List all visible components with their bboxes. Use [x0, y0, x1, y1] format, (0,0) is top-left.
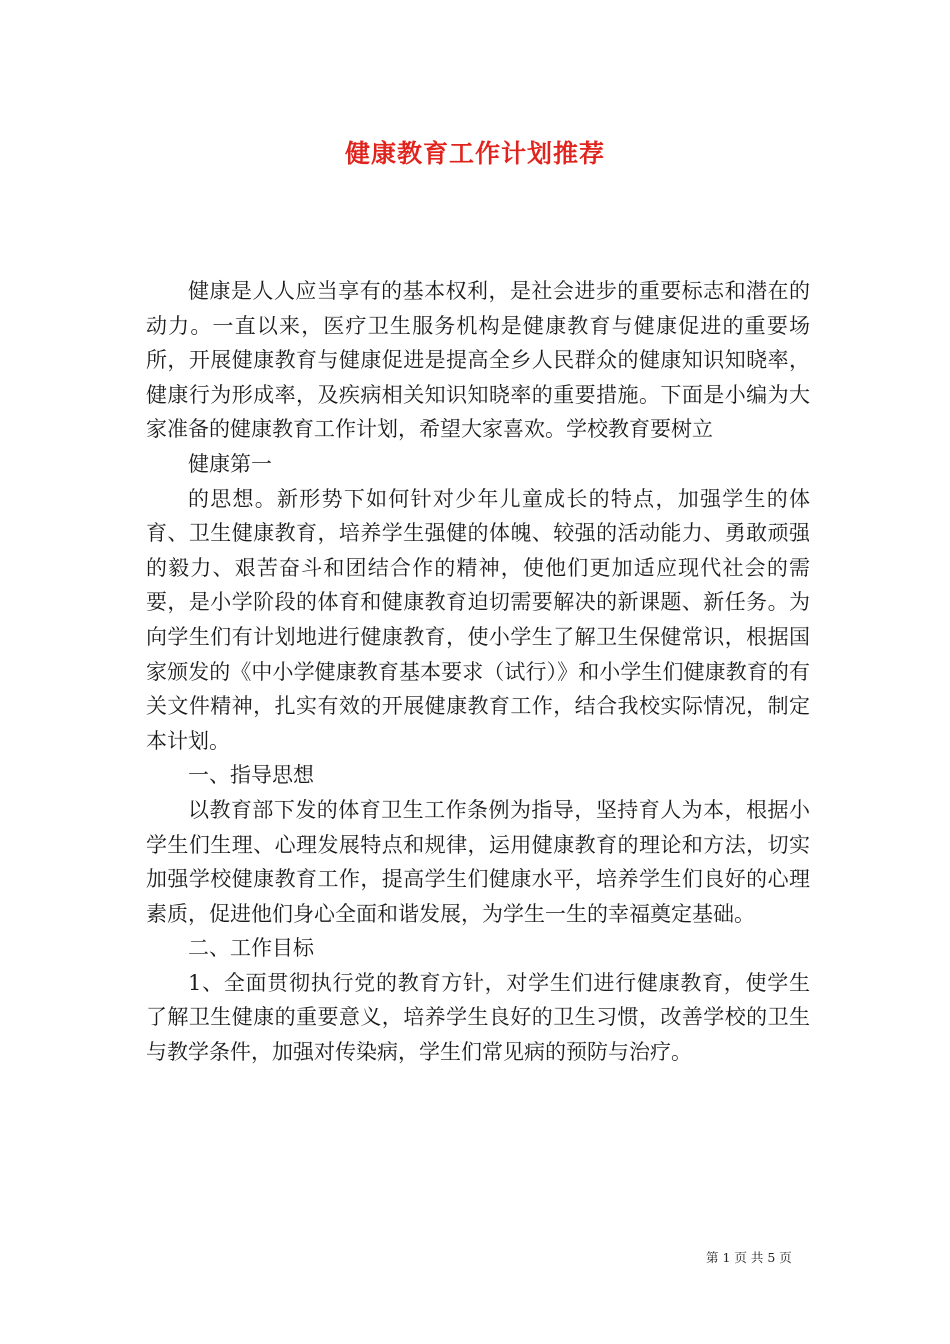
page-number-footer: 第 1 页 共 5 页: [706, 1250, 792, 1265]
paragraph-guiding-ideology: 以教育部下发的体育卫生工作条例为指导，坚持育人为本，根据小学生们生理、心理发展特点和规律，运用健康教育的理论和方法，切实加强学校健康教育工作，提高学生们健康水平，培养学生们良好的心理素质，促进他们身心全面和谐发展，为学生一生的幸福奠定基础。: [146, 797, 810, 926]
document-body: [146, 274, 810, 1070]
paragraph-health-first: 健康第一: [188, 451, 272, 476]
paragraph-goal-1: 1、全面贯彻执行党的教育方针，对学生们进行健康教育，使学生了解卫生健康的重要意义，培养学生良好的卫生习惯，改善学校的卫生与教学条件，加强对传染病，学生们常见病的预防与治疗。: [146, 970, 810, 1065]
heading-guiding-ideology: 一、指导思想: [188, 763, 314, 788]
document-title: 健康教育工作计划推荐: [344, 139, 605, 168]
heading-work-goals: 二、工作目标: [188, 936, 314, 961]
paragraph-thought: 的思想。新形势下如何针对少年儿童成长的特点，加强学生的体育、卫生健康教育，培养学生强健的体魄、较强的活动能力、勇敢顽强的毅力、艰苦奋斗和团结合作的精神，使他们更加适应现代社会的需要，是小学阶段的体育和健康教育迫切需要解决的新课题、新任务。为向学生们有计划地进行健康教育，使小学生了解卫生保健常识，根据国家颁发的《中小学健康教育基本要求（试行）》和小学生们健康教育的有关文件精神，扎实有效的开展健康教育工作，结合我校实际情况，制定本计划。: [146, 486, 810, 753]
paragraph-intro: 健康是人人应当享有的基本权利，是社会进步的重要标志和潜在的动力。一直以来，医疗卫生服务机构是健康教育与健康促进的重要场所，开展健康教育与健康促进是提高全乡人民群众的健康知识知晓率，健康行为形成率，及疾病相关知识知晓率的重要措施。下面是小编为大家准备的健康教育工作计划，希望大家喜欢。学校教育要树立: [146, 279, 810, 442]
